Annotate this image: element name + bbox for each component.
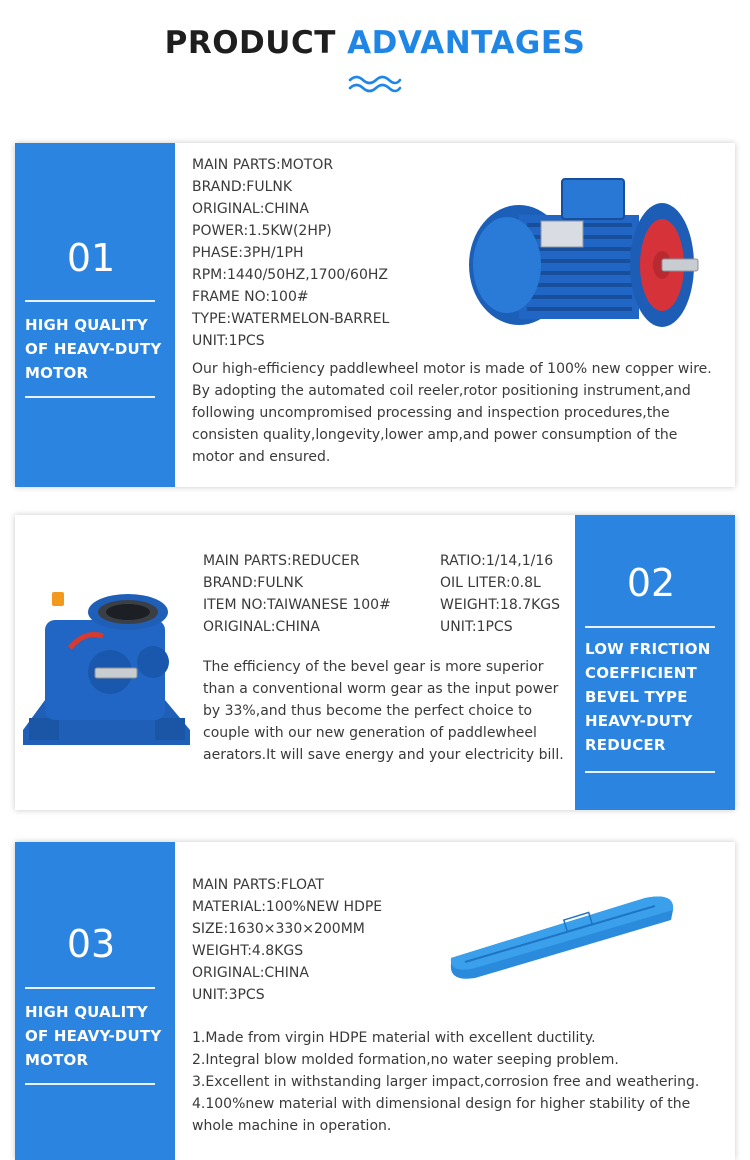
spec-item: OIL LITER:0.8L xyxy=(440,575,541,591)
section-title xyxy=(585,637,730,757)
description-line: By adopting the automated coil reeler,rotor positioning instrument,and xyxy=(192,383,691,399)
description-line: 2.Integral blow molded formation,no water seeping problem. xyxy=(192,1052,619,1068)
spec-list-right xyxy=(440,550,560,638)
spec-item: UNIT:1PCS xyxy=(440,619,513,635)
hdpe-float-icon xyxy=(445,890,680,985)
description-line: Our high-efficiency paddlewheel motor is made of 100% new copper wire. xyxy=(192,361,712,377)
section-title-line: OF HEAVY-DUTY xyxy=(25,340,162,358)
advantage-card-motor xyxy=(15,143,735,487)
description xyxy=(192,1027,699,1137)
section-title-line: REDUCER xyxy=(585,736,666,754)
section-title-line: COEFFICIENT xyxy=(585,664,697,682)
section-title-line: LOW FRICTION xyxy=(585,640,711,658)
spec-item: WEIGHT:18.7KGS xyxy=(440,597,561,613)
section-title-line: MOTOR xyxy=(25,364,89,382)
spec-item: SIZE:1630×330×200MM xyxy=(192,921,365,937)
section-title-line: BEVEL TYPE xyxy=(585,688,688,706)
spec-list xyxy=(192,154,389,352)
description-line: The efficiency of the bevel gear is more superior xyxy=(203,659,544,675)
description-line: consisten quality,longevity,lower amp,and power consumption of the xyxy=(192,427,678,443)
gear-reducer-icon xyxy=(15,590,195,755)
spec-item: MAIN PARTS:REDUCER xyxy=(203,553,360,569)
spec-item: ORIGINAL:CHINA xyxy=(192,965,309,981)
spec-list-left xyxy=(203,550,391,638)
spec-item: UNIT:1PCS xyxy=(192,333,265,349)
divider-line xyxy=(25,396,155,398)
spec-item: POWER:1.5KW(2HP) xyxy=(192,223,332,239)
number-panel xyxy=(15,143,175,487)
description-line: by 33%,and thus become the perfect choice to xyxy=(203,703,533,719)
spec-item: MAIN PARTS:MOTOR xyxy=(192,157,334,173)
description-line: 3.Excellent in withstanding larger impact,corrosion free and weathering. xyxy=(192,1074,700,1090)
spec-item: ITEM NO:TAIWANESE 100# xyxy=(203,597,391,613)
description xyxy=(192,358,712,468)
description-line: than a conventional worm gear as the input power xyxy=(203,681,559,697)
section-header xyxy=(0,22,750,94)
divider-line xyxy=(585,626,715,628)
spec-item: BRAND:FULNK xyxy=(192,179,293,195)
spec-item: MAIN PARTS:FLOAT xyxy=(192,877,324,893)
section-title-line: HIGH QUALITY xyxy=(25,316,148,334)
spec-list xyxy=(192,874,382,1006)
description-line: motor and ensured. xyxy=(192,449,331,465)
spec-item: ORIGINAL:CHINA xyxy=(203,619,320,635)
wave-divider-icon xyxy=(348,74,402,94)
title-part-1: PRODUCT xyxy=(164,25,336,61)
divider-line xyxy=(25,1083,155,1085)
section-title-line: MOTOR xyxy=(25,1051,89,1069)
description-line: whole machine in operation. xyxy=(192,1118,392,1134)
electric-motor-icon xyxy=(467,173,707,338)
spec-item: TYPE:WATERMELON-BARREL xyxy=(192,311,390,327)
section-number: 02 xyxy=(626,561,676,605)
divider-line xyxy=(25,300,155,302)
spec-item: FRAME NO:100# xyxy=(192,289,309,305)
section-title-line: HEAVY-DUTY xyxy=(585,712,693,730)
description-line: following uncompromised processing and inspection procedures,the xyxy=(192,405,670,421)
description-line: 1.Made from virgin HDPE material with excellent ductility. xyxy=(192,1030,596,1046)
description-line: aerators.It will save energy and your electricity bill. xyxy=(203,747,564,763)
spec-item: WEIGHT:4.8KGS xyxy=(192,943,304,959)
divider-line xyxy=(25,987,155,989)
number-panel xyxy=(15,842,175,1160)
title-part-2: ADVANTAGES xyxy=(347,25,586,61)
section-title-line: OF HEAVY-DUTY xyxy=(25,1027,162,1045)
description-line: couple with our new generation of paddlewheel xyxy=(203,725,537,741)
section-title xyxy=(25,1000,170,1072)
advantage-card-float xyxy=(15,842,735,1160)
spec-item: BRAND:FULNK xyxy=(203,575,304,591)
section-title xyxy=(25,313,170,385)
spec-item: ORIGINAL:CHINA xyxy=(192,201,309,217)
spec-item: MATERIAL:100%NEW HDPE xyxy=(192,899,383,915)
page-title xyxy=(0,22,750,64)
description xyxy=(203,656,564,766)
spec-item: UNIT:3PCS xyxy=(192,987,265,1003)
description-line: 4.100%new material with dimensional design for higher stability of the xyxy=(192,1096,691,1112)
spec-item: RPM:1440/50HZ,1700/60HZ xyxy=(192,267,388,283)
divider-line xyxy=(585,771,715,773)
advantage-card-reducer xyxy=(15,515,735,810)
section-number: 03 xyxy=(66,922,116,966)
section-title-line: HIGH QUALITY xyxy=(25,1003,148,1021)
section-number: 01 xyxy=(66,236,116,280)
number-panel xyxy=(575,515,735,810)
spec-item: PHASE:3PH/1PH xyxy=(192,245,304,261)
spec-item: RATIO:1/14,1/16 xyxy=(440,553,554,569)
